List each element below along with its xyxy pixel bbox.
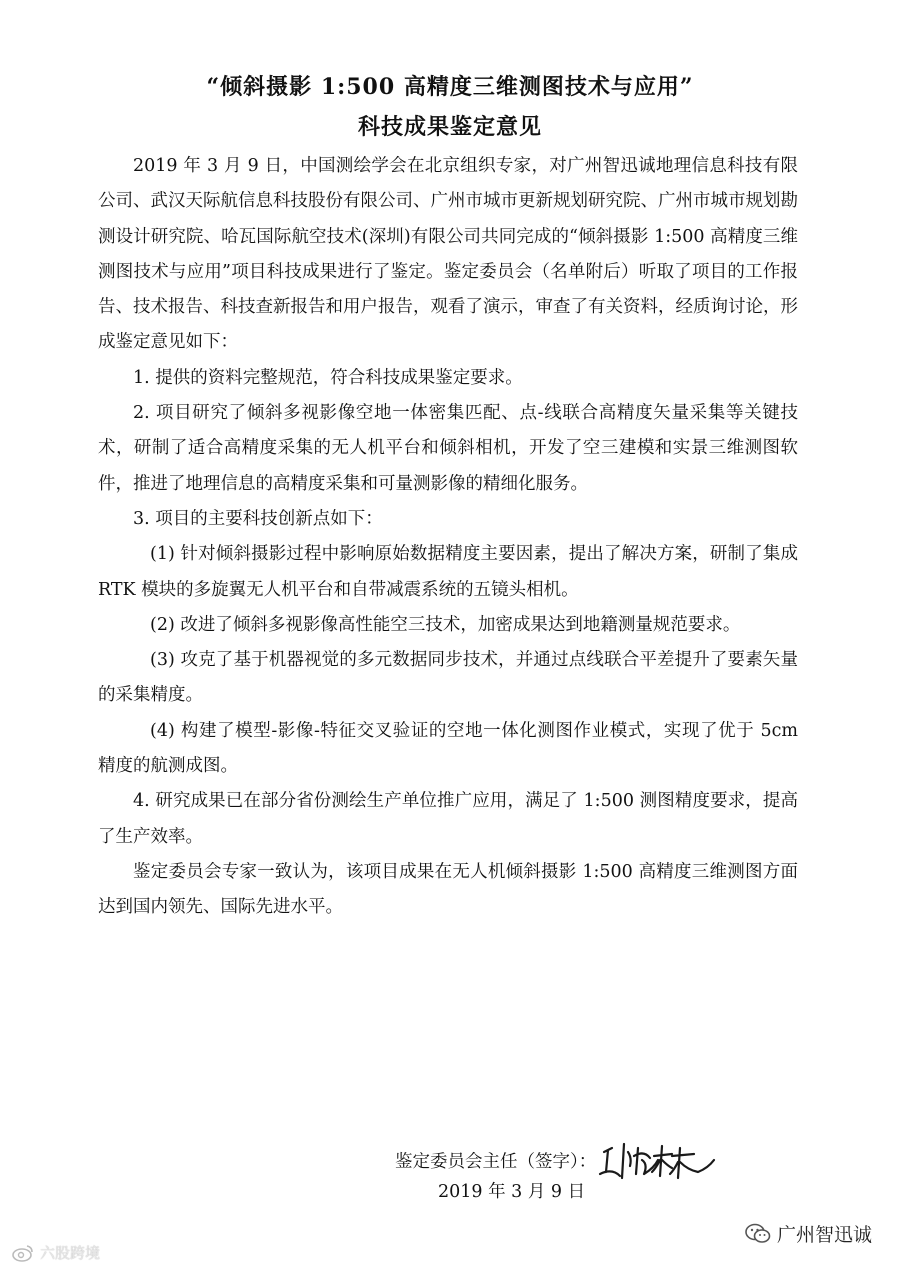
- document-date: 2019 年 3 月 9 日: [438, 1182, 586, 1202]
- conclusion-paragraph: 鉴定委员会专家一致认为，该项目成果在无人机倾斜摄影 1:500 高精度三维测图方面达到国内领先、国际先进水平。: [98, 861, 798, 918]
- watermark-left-text: 六股跨境: [40, 1244, 101, 1262]
- sub-item-4: (4) 构建了模型-影像-特征交叉验证的空地一体化测图作业模式，实现了优于 5cm 精度的航测成图。: [98, 720, 798, 777]
- item-1: 1. 提供的资料完整规范，符合科技成果鉴定要求。: [133, 367, 523, 388]
- document-body: [98, 149, 798, 926]
- item-4: 4. 研究成果已在部分省份测绘生产单位推广应用，满足了 1:500 测图精度要求，提高了生产效率。: [98, 791, 798, 847]
- watermark-left: [12, 1242, 100, 1263]
- sub-item-1: (1) 针对倾斜摄影过程中影响原始数据精度主要因素，提出了解决方案，研制了集成 RTK 模块的多旋翼无人机平台和自带减震系统的五镜头相机。: [98, 544, 798, 600]
- intro-paragraph: 2019 年 3 月 9 日，中国测绘学会在北京组织专家，对广州智迅诚地理信息科技有限公司、武汉天际航信息科技股份有限公司、广州市城市更新规划研究院、广州市城市规划勘测设计研究院、哈瓦国际航空技术(深圳)有限公司共同完成的“倾斜摄影 1:500 高精度三维测图技术与应用”项目科技成果进行了鉴定。鉴定委员会（名单附后）听取了项目的工作报告、技术报告、科技查新报告和用户报告，观看了演示，审查了有关资料，经质询讨论，形成鉴定意见如下：: [98, 156, 799, 353]
- signature-line: [395, 1138, 718, 1182]
- document-title: “倾斜摄影 1:500 高精度三维测图技术与应用”: [206, 74, 694, 100]
- sub-item-3: (3) 攻克了基于机器视觉的多元数据同步技术，并通过点线联合平差提升了要素矢量的采集精度。: [98, 650, 798, 706]
- item-3: 3. 项目的主要科技创新点如下：: [133, 508, 383, 529]
- watermark-right-text: 广州智迅诚: [776, 1224, 872, 1246]
- document-subtitle: 科技成果鉴定意见: [357, 114, 542, 140]
- signature-label: 鉴定委员会主任（签字）：: [395, 1151, 597, 1172]
- wechat-icon: [745, 1223, 771, 1245]
- sub-item-2: (2) 改进了倾斜多视影像高性能空三技术，加密成果达到地籍测量规范要求。: [150, 614, 741, 635]
- handwritten-signature: [598, 1138, 718, 1182]
- weibo-icon: [12, 1244, 34, 1262]
- item-2: 2. 项目研究了倾斜多视影像空地一体密集匹配、点-线联合高精度矢量采集等关键技术，研制了适合高精度采集的无人机平台和倾斜相机，开发了空三建模和实景三维测图软件，推进了地理信息的高精度采集和可量测影像的精细化服务。: [98, 403, 798, 494]
- watermark-right: [745, 1220, 872, 1247]
